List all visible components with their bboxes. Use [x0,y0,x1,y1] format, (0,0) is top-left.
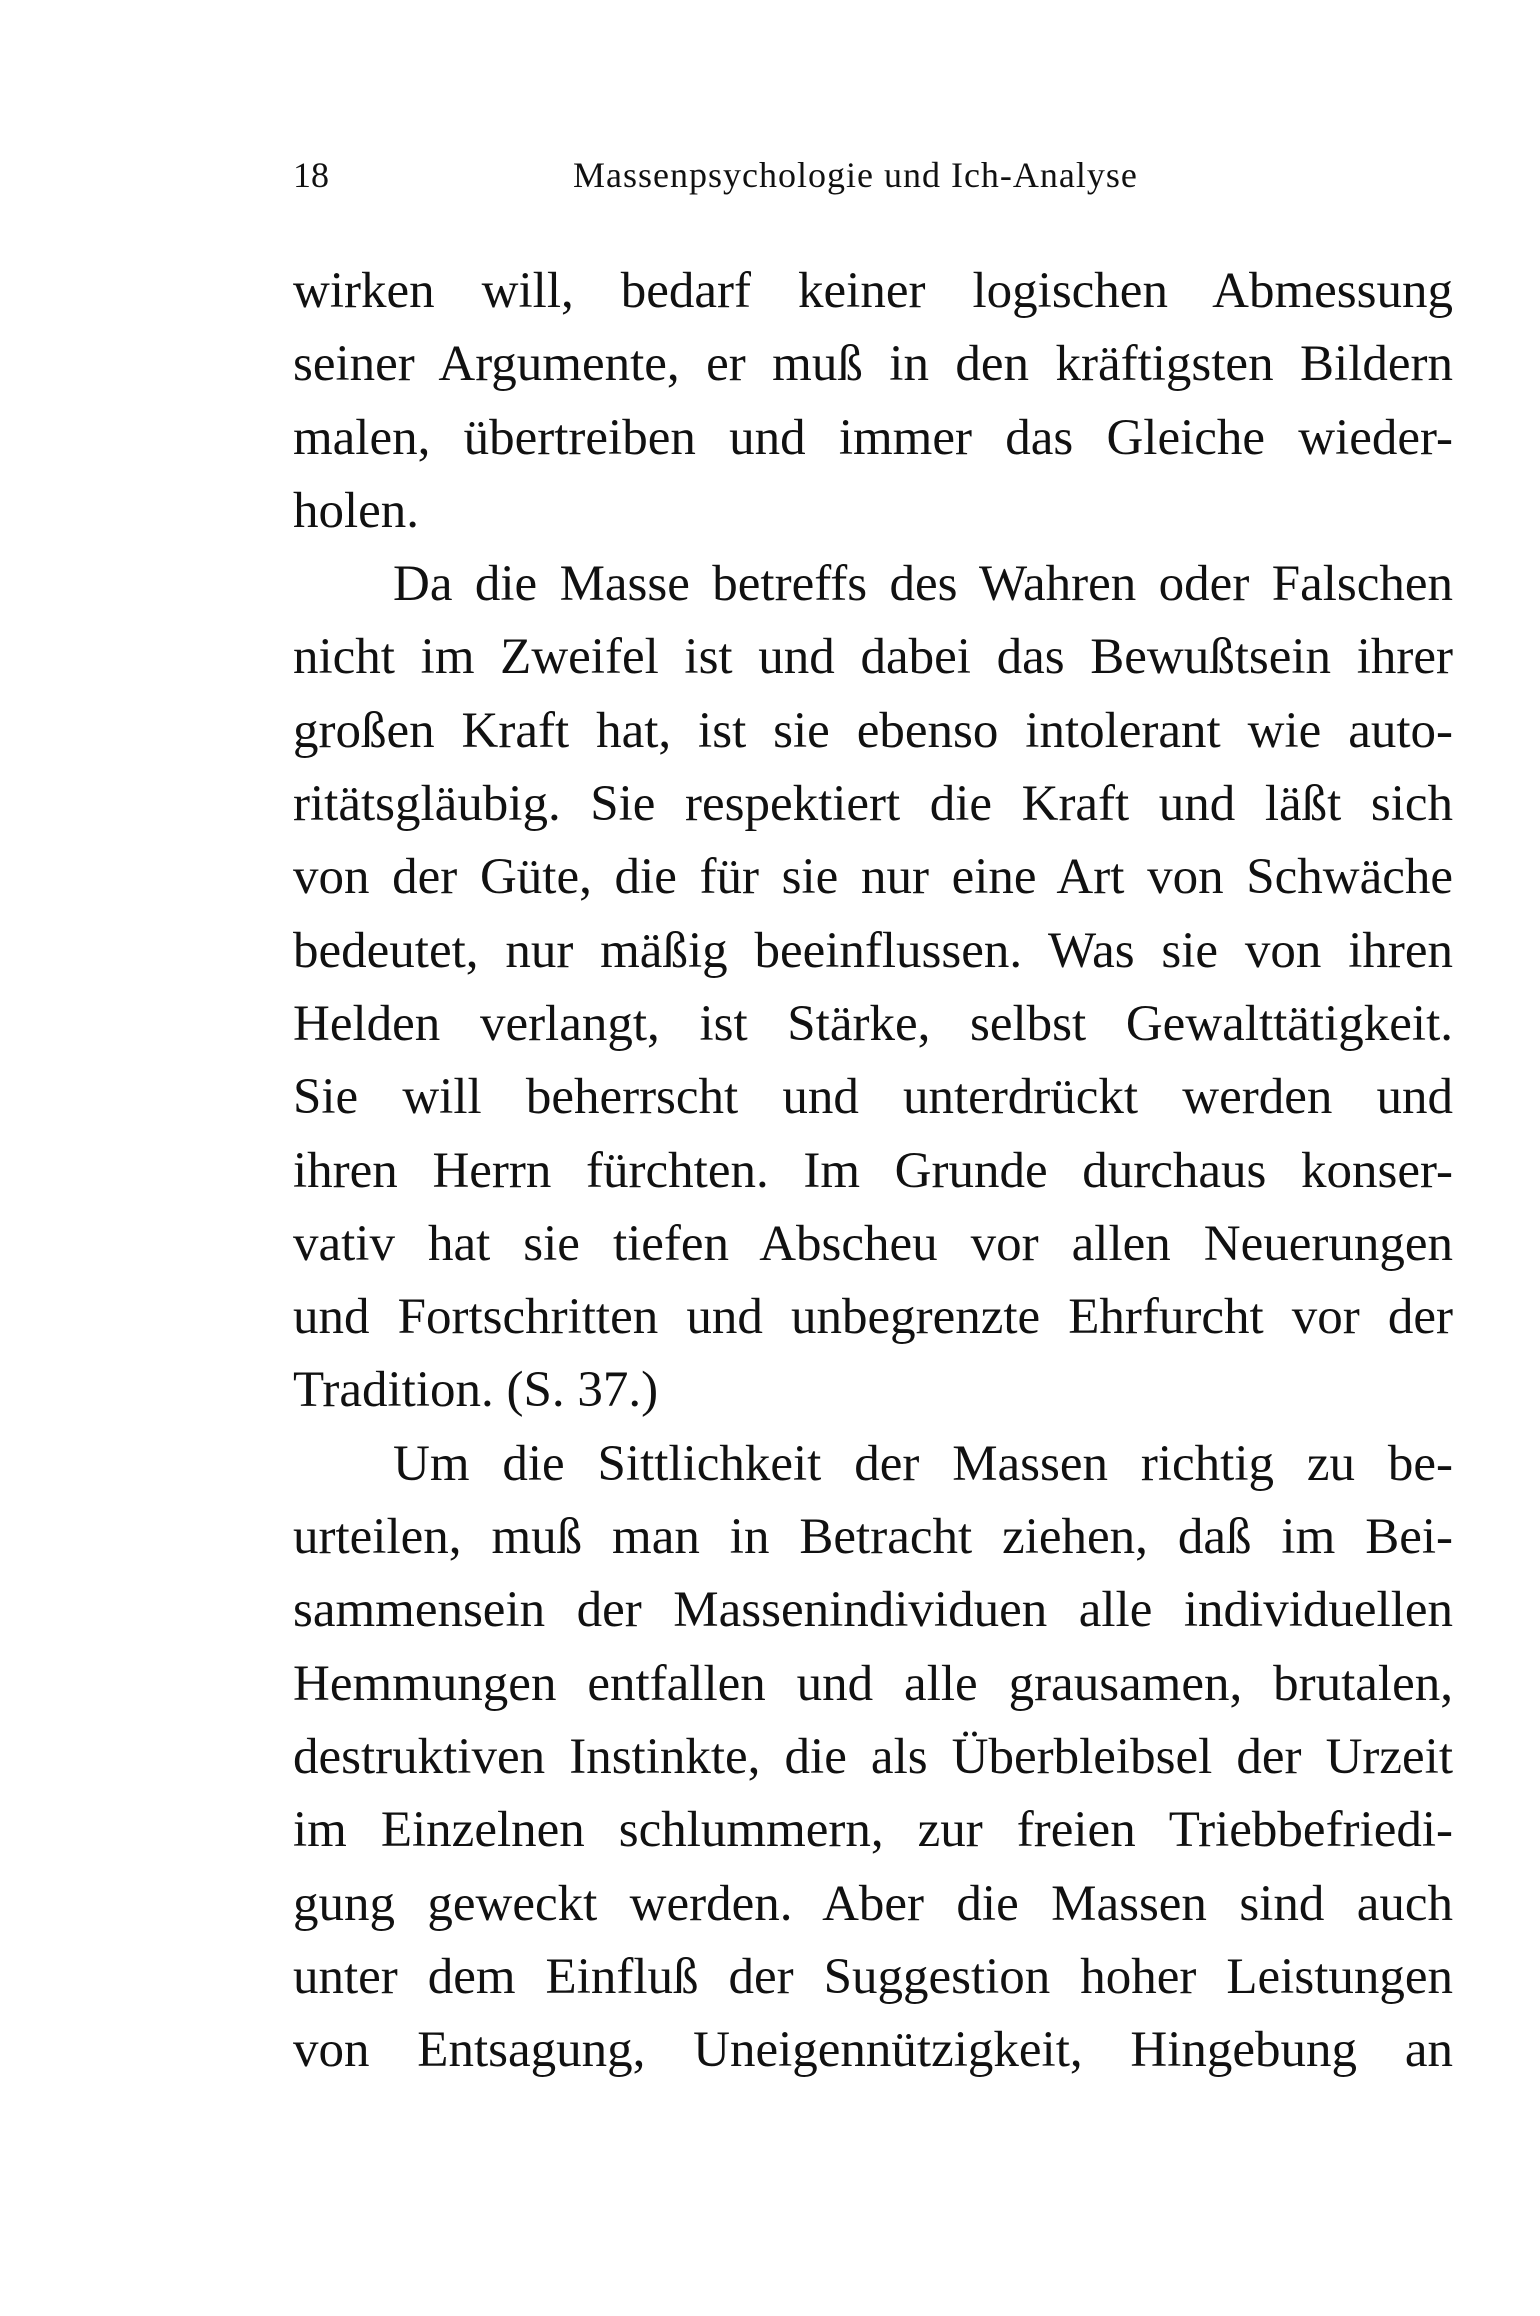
text-line: gung geweckt werden. Aber die Massen sind auch [293,1875,1453,1932]
text-line: nicht im Zweifel ist und dabei das Bewußtsein ihrer [293,629,1453,686]
text-line: Sie will beherrscht und unterdrückt werden und [293,1069,1453,1126]
text-line: Helden verlangt, ist Stärke, selbst Gewalttätigkeit. [293,995,1453,1052]
text-line: Tradition. (S. 37.) [293,1362,659,1419]
text-line: malen, übertreiben und immer das Gleiche wieder- [293,409,1453,466]
text-line: und Fortschritten und unbegrenzte Ehrfurcht vor der [293,1289,1453,1346]
text-line: ritätsgläubig. Sie respektiert die Kraft und läßt sich [293,776,1453,833]
text-line: seiner Argumente, er muß in den kräftigsten Bildern [293,336,1453,393]
body-text [293,255,1453,2087]
text-line: von der Güte, die für sie nur eine Art von Schwäche [293,849,1453,906]
text-line: unter dem Einfluß der Suggestion hoher Leistungen [293,1948,1453,2005]
page-number: 18 [293,155,329,195]
paragraph-start-line: Um die Sittlichkeit der Massen richtig zu be- [393,1435,1453,1492]
text-line: großen Kraft hat, ist sie ebenso intolerant wie auto- [293,702,1453,759]
text-line: bedeutet, nur mäßig beeinflussen. Was sie von ihren [293,922,1453,979]
text-line: destruktiven Instinkte, die als Überbleibsel der Urzeit [293,1728,1453,1785]
text-line: urteilen, muß man in Betracht ziehen, daß im Bei- [293,1509,1453,1566]
text-line: im Einzelnen schlummern, zur freien Triebbefriedi- [293,1802,1453,1859]
text-line: Hemmungen entfallen und alle grausamen, brutalen, [293,1655,1453,1712]
text-line: holen. [293,482,420,539]
text-line: ihren Herrn fürchten. Im Grunde durchaus konser- [293,1142,1453,1199]
paragraph-start-line: Da die Masse betreffs des Wahren oder Falschen [393,556,1453,613]
text-line: von Entsagung, Uneigennützigkeit, Hingebung an [293,2022,1453,2079]
text-line: wirken will, bedarf keiner logischen Abmessung [293,263,1453,319]
page-header [293,150,1219,200]
text-line: sammensein der Massenindividuen alle individuellen [293,1582,1453,1639]
text-line: vativ hat sie tiefen Abscheu vor allen Neuerungen [293,1215,1453,1272]
running-title: Massenpsychologie und Ich-Analyse [573,155,1138,195]
